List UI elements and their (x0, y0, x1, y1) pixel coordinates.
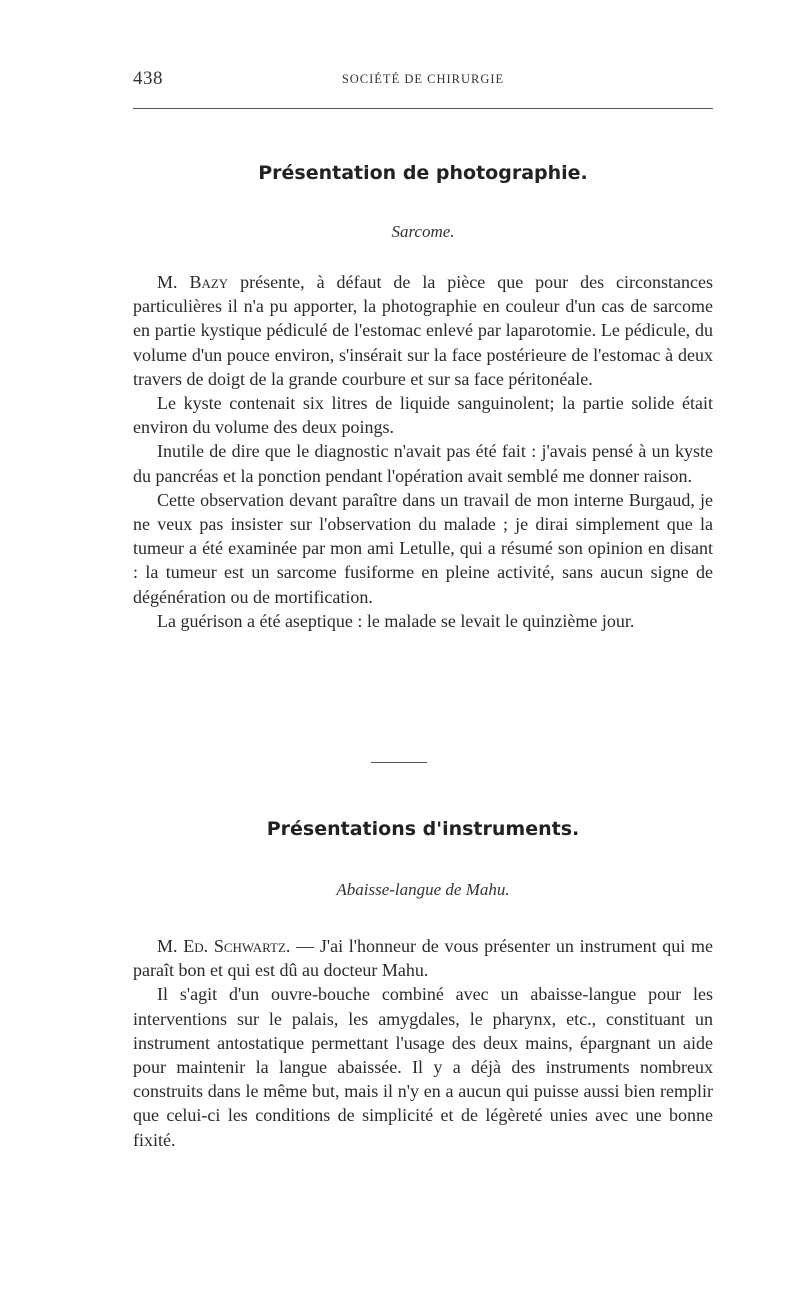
author-name: Ed. Schwartz (183, 936, 286, 956)
paragraph: Il s'agit d'un ouvre-bouche combiné avec un abaisse-langue pour les interventions sur le palais, les amygdales, le pharynx, etc., constituant un instrument antostatique permettant l'usage des deux mains, épargnant un aide pour maintenir la langue abaissée. Il y a déjà des instruments nombreux construits dans le même but, mais il n'y en a aucun qui puisse aussi bien remplir que celui-ci les conditions de simplicité et de légèreté unies avec une bonne fixité. (133, 984, 713, 1150)
paragraph: Cette observation devant paraître dans un travail de mon interne Burgaud, je ne veux pas insister sur l'observation du malade ; je dirai simplement que la tumeur a été examinée par mon ami Letulle, qui a résumé son opinion en disant : la tumeur est un sarcome fusiforme en pleine activité, sans aucun signe de dégénération ou de mortification. (133, 489, 713, 607)
running-title: SOCIÉTÉ DE CHIRURGIE (341, 72, 505, 86)
paragraph: Inutile de dire que le diagnostic n'avait pas été fait : j'avais pensé à un kyste du pancréas et la ponction pendant l'opération avait semblé me donner raison. (133, 441, 713, 486)
section-divider (371, 762, 427, 763)
paragraph-lead: M. (157, 272, 190, 292)
page-number: 438 (133, 68, 163, 89)
section2-body (133, 934, 713, 1152)
subtitle-sarcome: Sarcome. (391, 222, 455, 241)
author-name: Bazy (189, 272, 229, 292)
paragraph-text: . — J'ai l'honneur de vous présenter un instrument qui me paraît bon et qui est dû au docteur Mahu. (133, 936, 713, 981)
paragraph (133, 934, 713, 982)
paragraph (133, 270, 713, 391)
running-header (133, 68, 713, 96)
paragraph: Le kyste contenait six litres de liquide sanguinolent; la partie solide était environ du volume des deux poings. (133, 393, 713, 438)
section1-body (133, 270, 713, 633)
section-title-photographie: Présentation de photographie. (258, 162, 588, 184)
paragraph-text: présente, à défaut de la pièce que pour des circonstances particulières il n'a pu apporter, la photographie en couleur d'un cas de sarcome en partie kystique pédiculé de l'estomac enlevé par laparotomie. Le pédicule, du volume d'un pouce environ, s'insérait sur la face postérieure de l'estomac à deux travers de doigt de la grande courbure et sur sa face péritonéale. (133, 272, 714, 389)
subtitle-abaisse-langue: Abaisse-langue de Mahu. (336, 880, 510, 899)
paragraph-lead: M. (157, 936, 184, 956)
section-title-instruments: Présentations d'instruments. (266, 818, 580, 840)
header-rule (133, 108, 713, 109)
paragraph: La guérison a été aseptique : le malade se levait le quinzième jour. (157, 610, 635, 631)
